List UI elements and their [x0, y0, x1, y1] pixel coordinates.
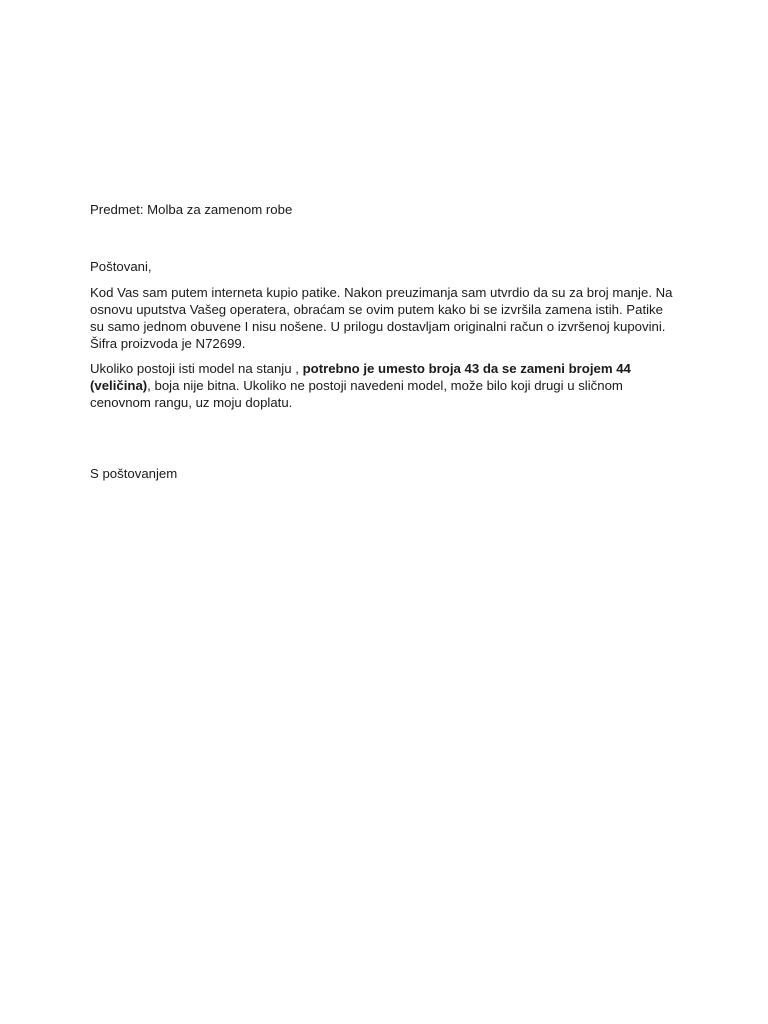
- letter-page: [90, 201, 680, 482]
- letter-subject: Predmet: Molba za zamenom robe: [90, 202, 293, 217]
- paragraph-2-end: , boja nije bitna. Ukoliko ne postoji navedeni model, može bilo koji drugi u sličnom cenovnom rangu, uz moju doplatu.: [90, 378, 623, 410]
- letter-salutation: Poštovani,: [90, 259, 152, 274]
- letter-paragraph-2: [90, 360, 680, 411]
- paragraph-2-bold: potrebno je umesto broja 43 da se zameni brojem 44 (veličina): [90, 361, 631, 393]
- letter-paragraph-1: Kod Vas sam putem interneta kupio patike. Nakon preuzimanja sam utvrdio da su za broj manje. Na osnovu uputstva Vašeg operatera, obraćam se ovim putem kako bi se izvršila zamena istih. Patike su samo jednom obuvene I nisu nošene. U prilogu dostavljam originalni račun o izvršenoj kupovini. Šifra proizvoda je N72699.: [90, 285, 673, 351]
- paragraph-2-start: Ukoliko postoji isti model na stanju ,: [90, 361, 303, 376]
- letter-closing: S poštovanjem: [90, 466, 178, 481]
